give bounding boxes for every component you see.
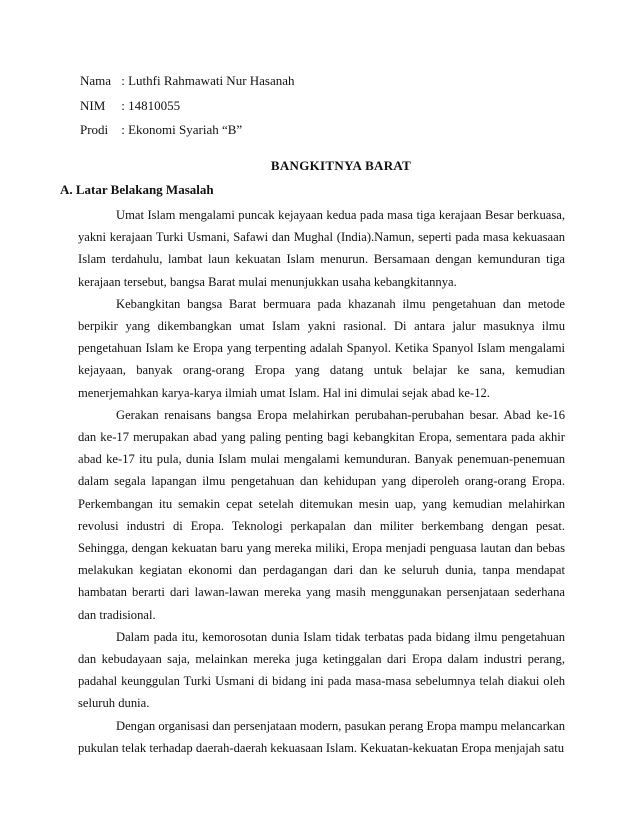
document-title bbox=[0, 158, 638, 174]
paragraph: Dengan organisasi dan persenjataan modern, pasukan perang Eropa mampu melancarkan pukulan telak terhadap daerah-daerah kekuasaan Islam. Kekuatan-kekuatan Eropa menjajah satu bbox=[78, 718, 565, 755]
prodi-value: : Ekonomi Syariah “B” bbox=[121, 122, 243, 137]
meta-nim bbox=[80, 97, 180, 114]
paragraph: Gerakan renaisans bangsa Eropa melahirkan perubahan-perubahan besar. Abad ke-16 dan ke-17 merupakan abad yang paling penting bagi kebangkitan Eropa, sementara pada akhir abad ke-17 itu pula, dunia Islam mulai mengalami kemunduran. Banyak penemuan-penemuan dalam segala lapangan ilmu pengetahuan dan kehidupan yang diperoleh orang-orang Eropa. Perkembangan itu semakin cepat setelah ditemukan mesin uap, yang kemudian melahirkan revolusi industri di Eropa. Teknologi perkapalan dan militer berkembang dengan pesat. Sehingga, dengan kekuatan baru yang mereka miliki, Eropa menjadi penguasa lautan dan bebas melakukan kegiatan ekonomi dan perdagangan dari dan ke seluruh dunia, tanpa mendapat hambatan berarti dari lawan-lawan mereka yang masih menggunakan persenjataan sederhana dan tradisional. bbox=[78, 407, 565, 622]
title-text: BANGKITNYA BARAT bbox=[270, 158, 412, 173]
paragraph: Dalam pada itu, kemorosotan dunia Islam tidak terbatas pada bidang ilmu pengetahuan dan kebudayaan saja, melainkan mereka juga ketinggalan dari Eropa dalam industri perang, padahal keunggulan Turki Usmani di bidang ini pada masa-masa sebelumnya telah diakui oleh seluruh dunia. bbox=[78, 629, 565, 711]
paragraph: Kebangkitan bangsa Barat bermuara pada khazanah ilmu pengetahuan dan metode berpikir yang dikembangkan umat Islam yakni rasional. Di antara jalur masuknya ilmu pengetahuan Islam ke Eropa yang terpenting adalah Spanyol. Ketika Spanyol Islam mengalami kejayaan, banyak orang-orang Eropa yang datang untuk belajar ke sana, kemudian menerjemahkan karya-karya ilmiah umat Islam. Hal ini dimulai sejak abad ke-12. bbox=[78, 296, 565, 400]
nama-value: : Luthfi Rahmawati Nur Hasanah bbox=[121, 73, 295, 88]
nama-label: Nama bbox=[80, 73, 112, 88]
body-text bbox=[78, 204, 565, 759]
section-heading: A. Latar Belakang Masalah bbox=[60, 182, 214, 197]
meta-prodi bbox=[80, 121, 242, 138]
prodi-label: Prodi bbox=[80, 122, 109, 137]
nim-value: : 14810055 bbox=[121, 98, 181, 113]
paragraph: Umat Islam mengalami puncak kejayaan kedua pada masa tiga kerajaan Besar berkuasa, yakni kerajaan Turki Usmani, Safawi dan Mughal (India).Namun, seperti pada masa kekuasaan Islam terdahulu, lambat laun kekuatan Islam menurun. Bersamaan dengan kemunduran tiga kerajaan tersebut, bangsa Barat mulai menunjukkan usaha kebangkitannya. bbox=[78, 208, 565, 289]
nim-label: NIM bbox=[80, 98, 106, 113]
meta-nama bbox=[80, 72, 295, 89]
